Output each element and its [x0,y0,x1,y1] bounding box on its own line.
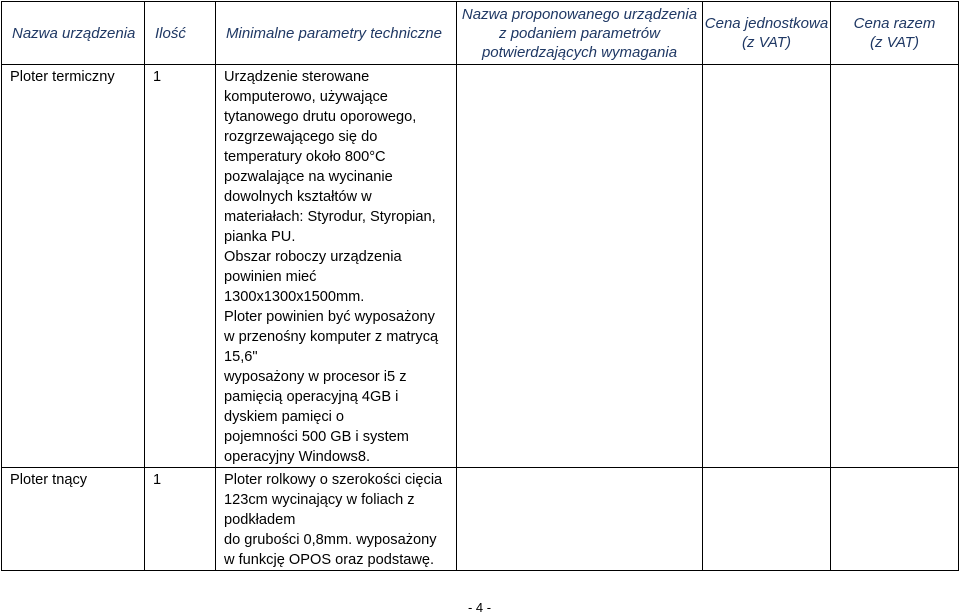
proposed-cell [457,65,703,468]
header-proposed-line1: Nazwa proponowanego urządzenia [461,5,698,23]
device-name: Ploter tnący [10,472,88,488]
device-name-cell [2,468,145,571]
unit-price [703,65,830,67]
total-price-cell [831,468,959,571]
proposed-device [457,468,702,470]
header-min-params: Minimalne parametry techniczne [216,2,457,65]
header-proposed-device [457,2,703,65]
technical-params: Urządzenie sterowane komputerowo, używające tytanowego drutu oporowego, rozgrzewającego się do temperatury około 800°C pozwalające na wycinanie dowolnych kształtów w materiałach: Styrodur, Styropian, pianka PU. Obszar roboczy urządzenia powinien mieć 1300x1300x1500mm. Ploter powinien być wyposażony w przenośny komputer z matrycą 15,6" wyposażony w procesor i5 z pamięcią operacyjną 4GB i dyskiem pamięci o pojemności 500 GB i system operacyjny Windows8. [224,69,439,465]
total-price-cell [831,65,959,468]
quantity: 1 [153,472,162,488]
table-row [2,468,959,571]
header-total-price-line1: Cena razem [853,15,936,32]
table-row [2,65,959,468]
device-name: Ploter termiczny [10,69,115,85]
header-proposed-line3: potwierdzających wymagania [481,43,678,61]
header-row [2,2,959,65]
proposed-device [457,65,702,67]
params-cell [216,65,457,468]
header-unit-price-line2: (z VAT) [742,34,791,51]
header-total-price [831,2,959,65]
quantity: 1 [153,69,162,85]
header-unit-price [703,2,831,65]
device-name-cell [2,65,145,468]
proposed-cell [457,468,703,571]
unit-price [703,468,830,470]
params-cell [216,468,457,571]
unit-price-cell [703,468,831,571]
total-price [831,65,958,67]
total-price [831,468,958,470]
page-number: - 4 - [467,600,492,615]
unit-price-cell [703,65,831,468]
header-total-price-line2: (z VAT) [870,34,919,51]
header-unit-price-line1: Cena jednostkowa [704,15,829,32]
quantity-cell [145,65,216,468]
header-proposed-line2: z podaniem parametrów [499,24,660,42]
technical-params: Ploter rolkowy o szerokości cięcia 123cm wycinający w foliach z podkładem do grubości 0,8mm. wyposażony w funkcję OPOS oraz podstawę. [224,472,443,568]
equipment-table [1,1,959,571]
header-quantity: Ilość [145,2,216,65]
quantity-cell [145,468,216,571]
header-device-name: Nazwa urządzenia [2,2,145,65]
